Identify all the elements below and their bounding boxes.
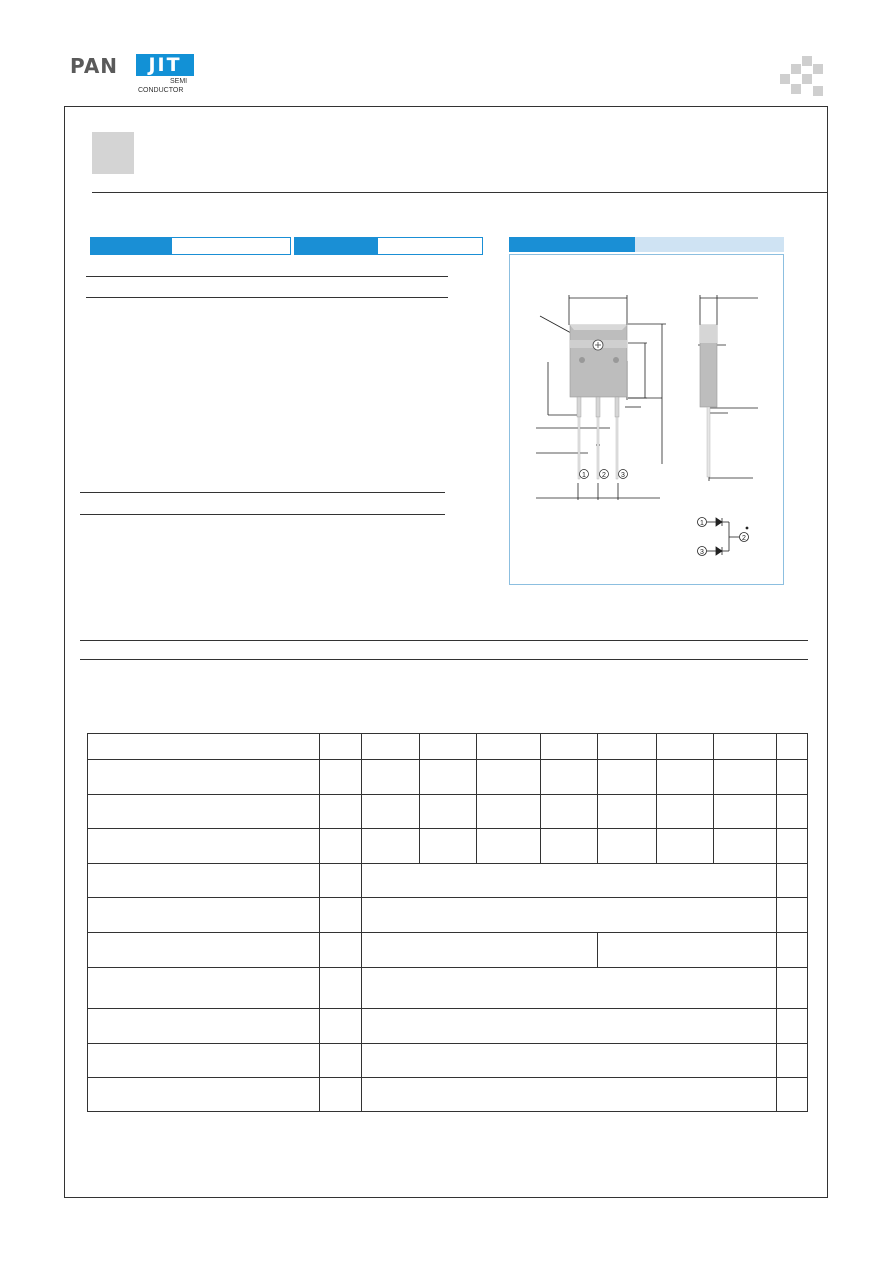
features-rule-top xyxy=(86,276,448,277)
table-row xyxy=(88,967,808,1008)
table-row xyxy=(88,1043,808,1077)
current-value-box xyxy=(377,237,483,255)
title-divider xyxy=(92,192,828,193)
circuit-pin-3-label: 3 xyxy=(700,549,704,556)
table-row xyxy=(88,829,808,864)
logo-semi-text: SEMI xyxy=(170,78,188,85)
package-outline-drawing-icon xyxy=(510,255,783,584)
table-row xyxy=(88,795,808,829)
panjit-logo xyxy=(70,54,200,98)
ratings-rule-bottom xyxy=(80,659,808,660)
table-row xyxy=(88,933,808,967)
package-label-bar-light xyxy=(635,237,784,252)
mechanical-rule-top xyxy=(80,492,445,493)
table-header-row xyxy=(88,734,808,760)
logo-conductor-text: CONDUCTOR xyxy=(138,87,184,94)
circuit-pin-1-label: 1 xyxy=(700,520,704,527)
table-row xyxy=(88,898,808,933)
ratings-rule-top xyxy=(80,640,808,641)
ratings-table xyxy=(87,733,808,1112)
logo-pan-text: PAN xyxy=(70,54,119,78)
checker-decoration-icon xyxy=(780,56,824,98)
voltage-value-box xyxy=(171,237,291,255)
voltage-label-bar xyxy=(90,237,172,255)
package-drawing-panel xyxy=(509,254,784,585)
logo-jit-text: JIT xyxy=(136,54,194,76)
pin-2-label: 2 xyxy=(602,472,606,479)
title-placeholder-box xyxy=(92,132,134,174)
pin-1-label: 1 xyxy=(582,472,586,479)
circuit-pin-2-label: 2 xyxy=(742,535,746,542)
table-row xyxy=(88,1077,808,1111)
current-label-bar xyxy=(294,237,378,255)
mechanical-rule-bottom xyxy=(80,514,445,515)
features-rule-bottom xyxy=(86,297,448,298)
diode-circuit-symbol-icon xyxy=(698,518,749,556)
pin-3-label: 3 xyxy=(621,472,625,479)
table-row xyxy=(88,760,808,795)
table-row xyxy=(88,864,808,898)
package-label-bar xyxy=(509,237,635,252)
table-row xyxy=(88,1008,808,1043)
